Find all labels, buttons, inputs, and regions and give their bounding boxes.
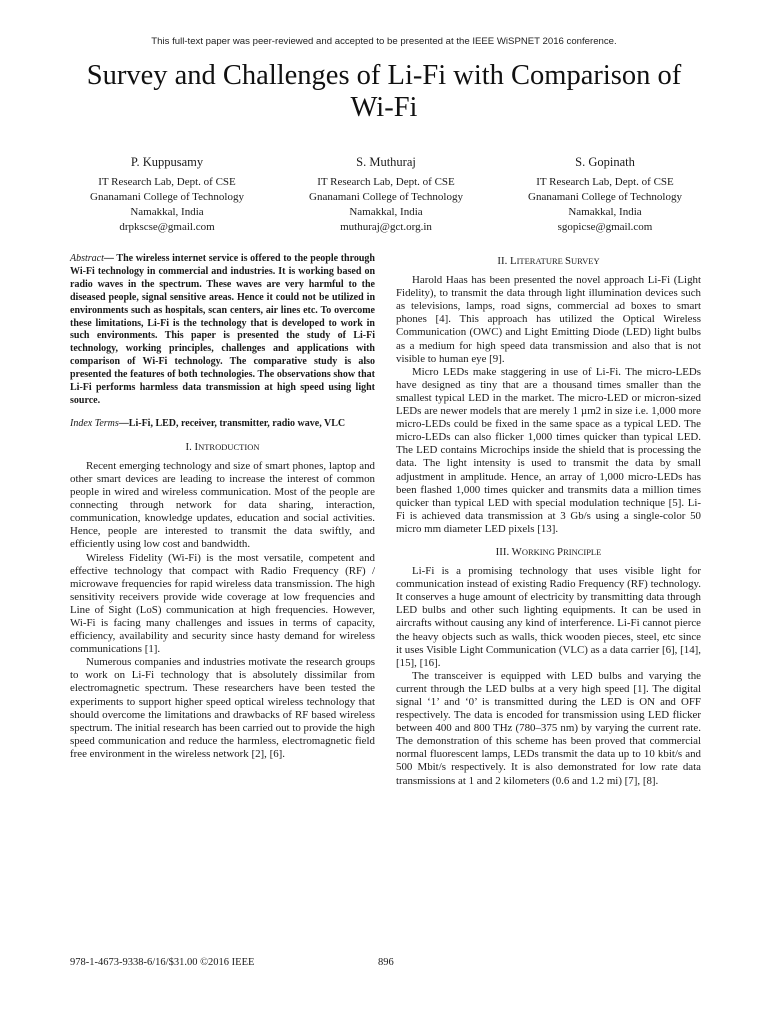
left-column [70, 253, 375, 761]
working-paragraph-1: Li-Fi is a promising technology that uses visible light for communication instead of existing Radio Frequency (RF) technology. It conserves a huge amount of electricity by transmitting data through LED bulbs and other such lighting equipments. It can be used in aircrafts without causing any kind of interference. Li-Fi cannot pierce the heavy objects such as walls, thick wooden pieces, steel, etc since it uses Visible Light Communication (VLC) as a data carrier [6], [14], [15], [16]. [396, 565, 701, 669]
section-title-part: RINCIPLE [563, 546, 602, 557]
title-line-2: Wi-Fi [350, 92, 418, 123]
intro-paragraph-3: Numerous companies and industries motivate the research groups to work on Li-Fi technology that is absolutely dissimilar from electromagnetic spectrum. These researchers have been tested the experiments to support higher speed optical wireless technology that should overcome the limitations and drawbacks of RF based wireless spectrum. The initial research has been carried out to provide the high speed communication and reduce the harmless, electromagnetic field free environment in the wireless network [2], [6]. [70, 656, 375, 760]
intro-paragraph-2: Wireless Fidelity (Wi-Fi) is the most versatile, competent and effective technology that compact with Radio Frequency (RF) / microwave frequencies for rapid wireless data transmission. The high sensitivity receivers provide wide coverage at low frequencies and Line of Sight (LoS) communication at high frequencies. However, Wi-Fi is facing many challenges and issues in terms of capacity, efficiency, availability and security since hasty demand for wireless communications [1]. [70, 551, 375, 656]
author-email: muthuraj@gct.org.in [340, 221, 432, 233]
index-terms-dash: — [118, 417, 129, 429]
section-number: I. I [185, 440, 199, 453]
section-title-cap: S [564, 255, 571, 267]
section-heading-working-principle [396, 546, 701, 559]
title-line-1: Survey and Challenges of Li-Fi with Comparison of [86, 60, 682, 91]
literature-paragraph-1: Harold Haas has been presented the novel approach Li-Fi (Light Fidelity), to transmit the data through light illumination devices such as televisions, lamps, road signs, commercial ad boxes to smart phones [4]. This approach has utilized the Optical Wireless Communication (OWC) and Light Emitting Diode (LED) light bulbs as a medium for high speed data transmission and also that is not visible to human eye [9]. [396, 274, 701, 365]
author-block-1 [52, 155, 282, 235]
index-terms-text: Li-Fi, LED, receiver, transmitter, radio wave, VLC [128, 417, 346, 429]
right-column [396, 253, 701, 788]
author-email: drpkscse@gmail.com [119, 221, 215, 233]
author-college: Gnanamani College of Technology [90, 191, 244, 203]
author-city: Namakkal, India [568, 206, 642, 218]
index-terms [70, 418, 375, 431]
literature-paragraph-2: Micro LEDs make staggering in use of Li-Fi. The micro-LEDs have designed as tiny that are a thousand times smaller than the smallest typical LED in the market. The micro-LED or micron-sized LEDs are newer models that are merely 1 µm2 in size i.e. 1,000 more micro-LEDs could be fixed in the same space as a typical LED. The micro-LEDs can also flicker 1,000 times quicker than typical LED. The LED contains Microchips inside the shield that is processing the data. The light intensity is used to transmit the data by small adjustment in amplitude. Hence, an array of 1,000 micro-LEDs has been flashed 1,000 times quicker and transmits data a million times quicker than typical LED with special modulation technique [5]. Li-Fi is achieved data transmission at 3 Gb/s using a single-color 50 micro mm diameter LED pixels [13]. [396, 365, 701, 535]
paper-title [70, 60, 698, 124]
author-email: sgopicse@gmail.com [557, 221, 653, 233]
section-heading-literature-survey [396, 255, 701, 268]
author-name: S. Muthuraj [356, 155, 416, 169]
intro-paragraph-1: Recent emerging technology and size of smart phones, laptop and other smart devices are leading to increase the interest of common people in wired and wireless communication. Most of the people are connecting through network for data sharing, interaction, communication, knowledge updates, education and social activities. Hence, people are interested to transmit the data swiftly, and efficiently using low cost and bandwidth. [70, 459, 375, 551]
section-number: II. L [497, 255, 517, 267]
abstract-label: Abstract [70, 253, 104, 264]
section-title: NTRODUCTION [198, 441, 260, 452]
section-title-part: URVEY [571, 256, 600, 266]
author-name: P. Kuppusamy [130, 155, 204, 169]
author-college: Gnanamani College of Technology [309, 191, 463, 203]
conference-notice: This full-text paper was peer-reviewed and accepted to be presented at the IEEE WiSPNET 2016 conference. [151, 36, 617, 47]
abstract-text: The wireless internet service is offered to the people through Wi-Fi technology in commercial and industries. It is working based on radio waves in the spectrum. These waves are very harmful to the diseased people, signal sensitive areas. Hence it could not be utilized in environments such as hospitals, scan centers, air lines etc. To overcome these limitations, Li-Fi is the technology that is developed to work in such environments. This paper is presented the study of Li-Fi technology, working principles, challenges and applications with comparison of Wi-Fi technology. The comparative study is also presented the features of both technologies. The observations show that Li-Fi performs harmless data transmission at high speed using light source. [70, 253, 375, 406]
page-number: 896 [378, 957, 394, 968]
abstract [70, 253, 375, 408]
section-heading-introduction [70, 441, 375, 454]
author-lab: IT Research Lab, Dept. of CSE [98, 176, 236, 188]
section-number: III. W [495, 545, 522, 558]
author-name: S. Gopinath [575, 155, 635, 169]
author-city: Namakkal, India [349, 206, 423, 218]
section-title-part: ITERATURE [516, 256, 565, 266]
footer-isbn: 978-1-4673-9338-6/16/$31.00 ©2016 IEEE [70, 957, 255, 968]
index-terms-label: Index Terms [70, 417, 119, 429]
author-city: Namakkal, India [130, 206, 204, 218]
author-block-2 [271, 155, 501, 235]
section-title-cap: P [557, 545, 564, 558]
author-lab: IT Research Lab, Dept. of CSE [317, 176, 455, 188]
working-paragraph-2: The transceiver is equipped with LED bulbs and varying the current through the LED bulbs at a very high speed [1]. The digital signal ‘1’ and ‘0’ is transmitted during the LED is ON and OFF respectively. The data is encoded for transmission using LED flicker between 400 and 800 THz (780–375 nm) by varying the current rate. The demonstration of this scheme has been proved that commercial normal fluorescent lamps, LEDs transmit the data up to 10 kbit/s and 500 Mbit/s respectively. It is also demonstrated for low rate data transmissions at 1 and 2 kilometers (0.6 and 1.2 mi) [7], [8]. [396, 669, 701, 787]
section-title-part: ORKING [521, 546, 558, 557]
author-college: Gnanamani College of Technology [528, 191, 682, 203]
author-block-3 [490, 155, 720, 235]
author-lab: IT Research Lab, Dept. of CSE [536, 176, 674, 188]
abstract-dash: — [103, 253, 117, 264]
